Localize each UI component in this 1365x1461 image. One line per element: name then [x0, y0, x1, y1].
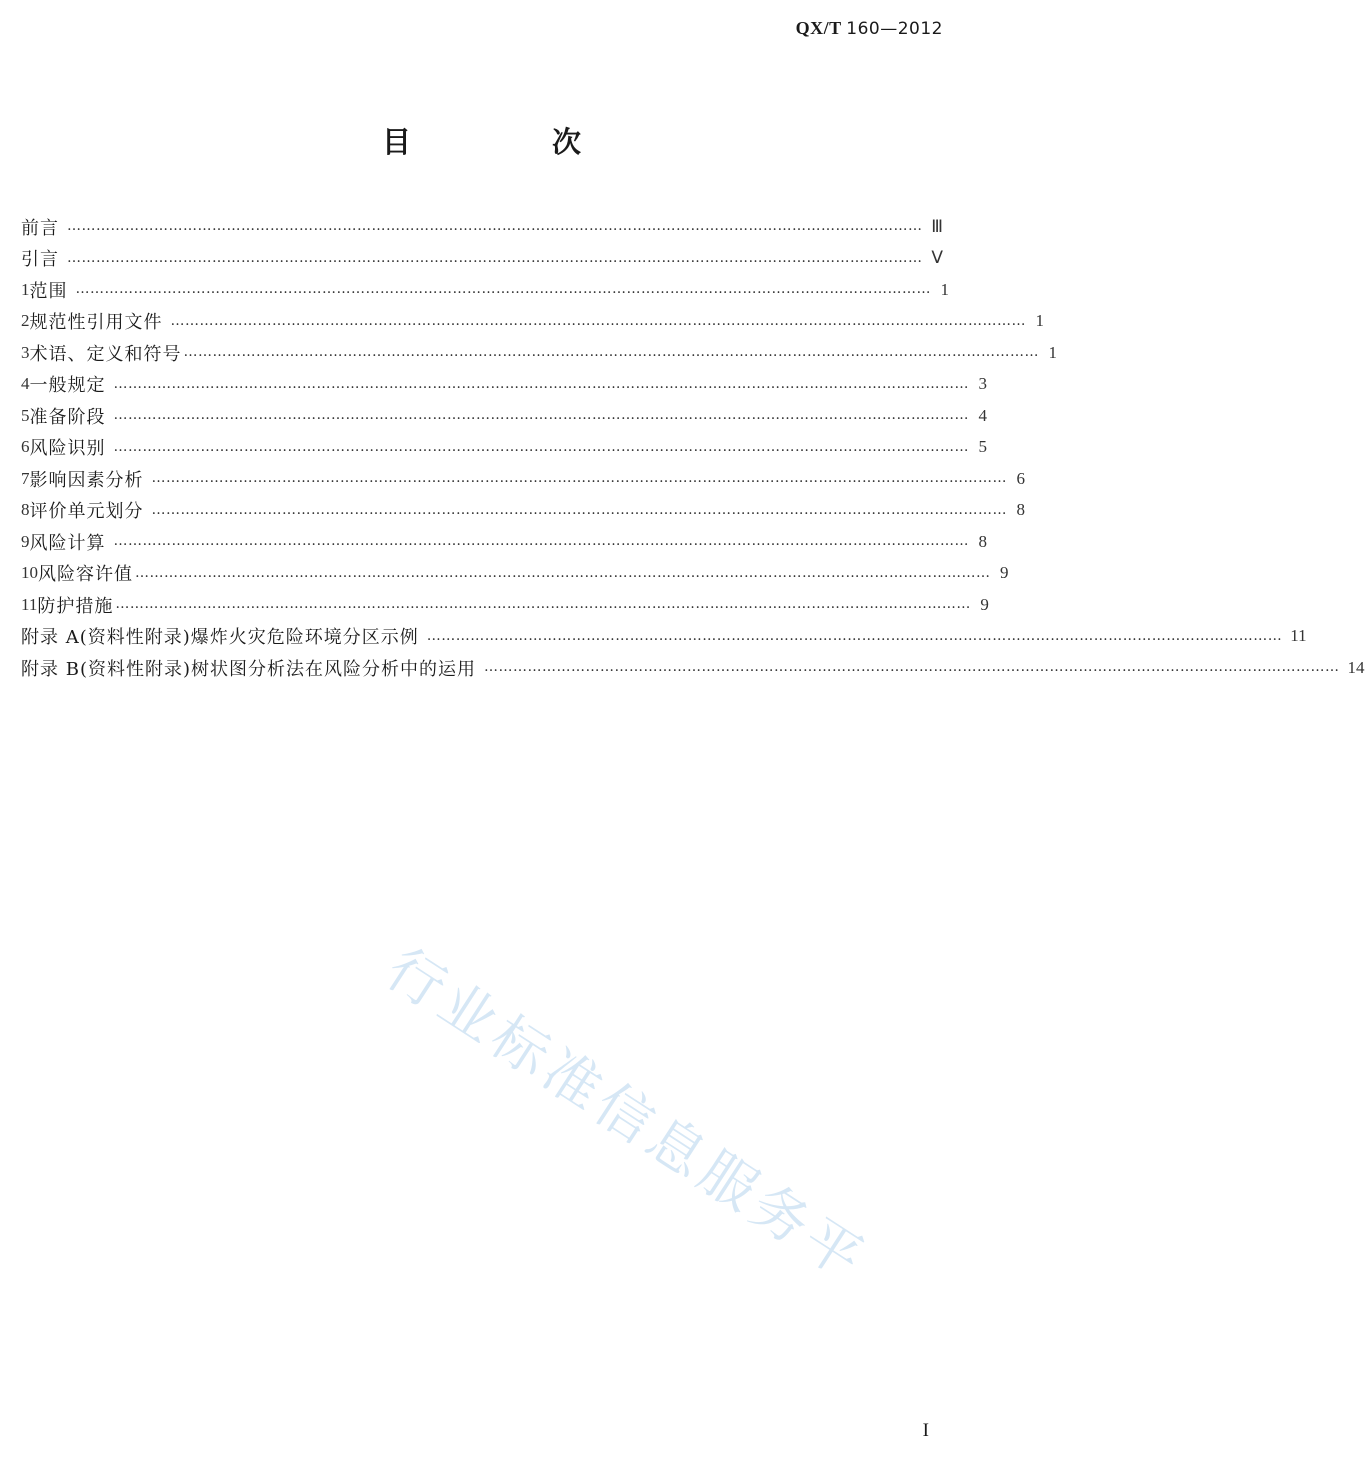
toc-entry-number: 1	[21, 279, 30, 299]
toc-entry-page: 6	[1016, 468, 1025, 488]
toc-entry-page: 3	[978, 374, 987, 394]
toc-entry-page: 1	[1035, 311, 1044, 331]
document-code-prefix: QX/T	[795, 18, 842, 38]
toc-leader-dots: ……………………………………………………………………………………………………………………………………………………………	[67, 218, 923, 235]
toc-entry-label: 风险识别	[29, 438, 106, 460]
document-code	[796, 18, 943, 39]
toc-leader-dots: ……………………………………………………………………………………………………………………………………………………………	[113, 407, 969, 424]
toc-entry-number: 8	[21, 500, 30, 520]
toc-appendix-id: 附录 A(资料性附录)	[21, 627, 191, 649]
table-of-contents	[21, 211, 1365, 684]
toc-leader-dots: ……………………………………………………………………………………………………………………………………………………………	[183, 344, 1039, 361]
toc-entry-label: 前言	[21, 217, 59, 239]
toc-entry-label: 引言	[21, 249, 59, 271]
toc-entry-page: Ⅲ	[931, 216, 943, 236]
toc-entry-page: 14	[1347, 657, 1365, 677]
document-code-number: 160—2012	[846, 19, 943, 39]
toc-entry-5[interactable]	[21, 400, 987, 432]
toc-entry-page: Ⅴ	[931, 248, 943, 268]
toc-entry-page: 9	[980, 594, 989, 614]
toc-leader-dots: ……………………………………………………………………………………………………………………………………………………………	[426, 627, 1283, 644]
toc-leader-dots: ……………………………………………………………………………………………………………………………………………………………	[151, 501, 1007, 518]
toc-entry-10[interactable]	[21, 558, 1009, 590]
toc-entry-number: 7	[21, 468, 30, 488]
toc-leader-dots: ……………………………………………………………………………………………………………………………………………………………	[113, 533, 969, 550]
toc-entry-label: 规范性引用文件	[29, 312, 163, 334]
toc-entry-label: 一般规定	[29, 375, 106, 397]
toc-entry-number: 6	[21, 437, 30, 457]
toc-entry-label: 树状图分析法在风险分析中的运用	[191, 658, 476, 680]
toc-entry-9[interactable]	[21, 526, 987, 558]
toc-entry-number: 3	[21, 342, 30, 362]
toc-appendix-id: 附录 B(资料性附录)	[21, 658, 191, 680]
toc-entry-page: 4	[978, 405, 987, 425]
toc-leader-dots: ……………………………………………………………………………………………………………………………………………………………	[113, 438, 969, 455]
toc-entry-2[interactable]	[21, 306, 1044, 338]
toc-entry-introduction[interactable]	[21, 243, 943, 275]
toc-entry-label: 风险容许值	[38, 564, 133, 586]
page-number: I	[922, 1420, 929, 1441]
toc-entry-label: 爆炸火灾危险环境分区示例	[190, 627, 419, 649]
toc-entry-11[interactable]	[21, 589, 989, 621]
toc-leader-dots: ……………………………………………………………………………………………………………………………………………………………	[75, 281, 931, 298]
toc-entry-8[interactable]	[21, 495, 1025, 527]
toc-entry-number: 11	[21, 594, 38, 614]
toc-entry-page: 5	[978, 437, 987, 457]
toc-entry-page: 9	[1000, 563, 1009, 583]
toc-leader-dots: ……………………………………………………………………………………………………………………………………………………………	[484, 659, 1340, 676]
toc-entry-appendix-a[interactable]	[21, 621, 1307, 653]
toc-entry-label: 风险计算	[29, 532, 106, 554]
toc-leader-dots: ……………………………………………………………………………………………………………………………………………………………	[151, 470, 1007, 487]
toc-entry-label: 评价单元划分	[29, 501, 144, 523]
toc-entry-appendix-b[interactable]	[21, 652, 1365, 684]
toc-entry-3[interactable]	[21, 337, 1057, 369]
toc-entry-foreword[interactable]	[21, 211, 943, 243]
toc-entry-4[interactable]	[21, 369, 987, 401]
toc-entry-1[interactable]	[21, 274, 949, 306]
toc-entry-label: 影响因素分析	[29, 469, 144, 491]
toc-entry-page: 8	[978, 531, 987, 551]
toc-entry-label: 防护措施	[37, 595, 114, 617]
toc-entry-page: 8	[1016, 500, 1025, 520]
toc-leader-dots: ……………………………………………………………………………………………………………………………………………………………	[67, 249, 923, 266]
toc-entry-number: 5	[21, 405, 30, 425]
toc-entry-number: 2	[21, 311, 30, 331]
toc-leader-dots: ……………………………………………………………………………………………………………………………………………………………	[115, 596, 971, 613]
toc-entry-6[interactable]	[21, 432, 987, 464]
toc-entry-label: 准备阶段	[29, 406, 106, 428]
toc-entry-7[interactable]	[21, 463, 1025, 495]
watermark: 行业标准信息服务平	[374, 936, 879, 1295]
toc-entry-page: 1	[940, 279, 949, 299]
toc-leader-dots: ……………………………………………………………………………………………………………………………………………………………	[113, 375, 969, 392]
toc-entry-label: 术语、定义和符号	[29, 343, 182, 365]
page-title: 目 次	[381, 125, 637, 159]
toc-entry-number: 9	[21, 531, 30, 551]
toc-entry-number: 4	[21, 374, 30, 394]
toc-entry-page: 1	[1048, 342, 1057, 362]
toc-entry-label: 范围	[29, 280, 68, 302]
toc-entry-number: 10	[21, 563, 38, 583]
toc-leader-dots: ……………………………………………………………………………………………………………………………………………………………	[135, 564, 991, 581]
toc-leader-dots: ……………………………………………………………………………………………………………………………………………………………	[170, 312, 1026, 329]
toc-entry-page: 11	[1290, 626, 1307, 646]
